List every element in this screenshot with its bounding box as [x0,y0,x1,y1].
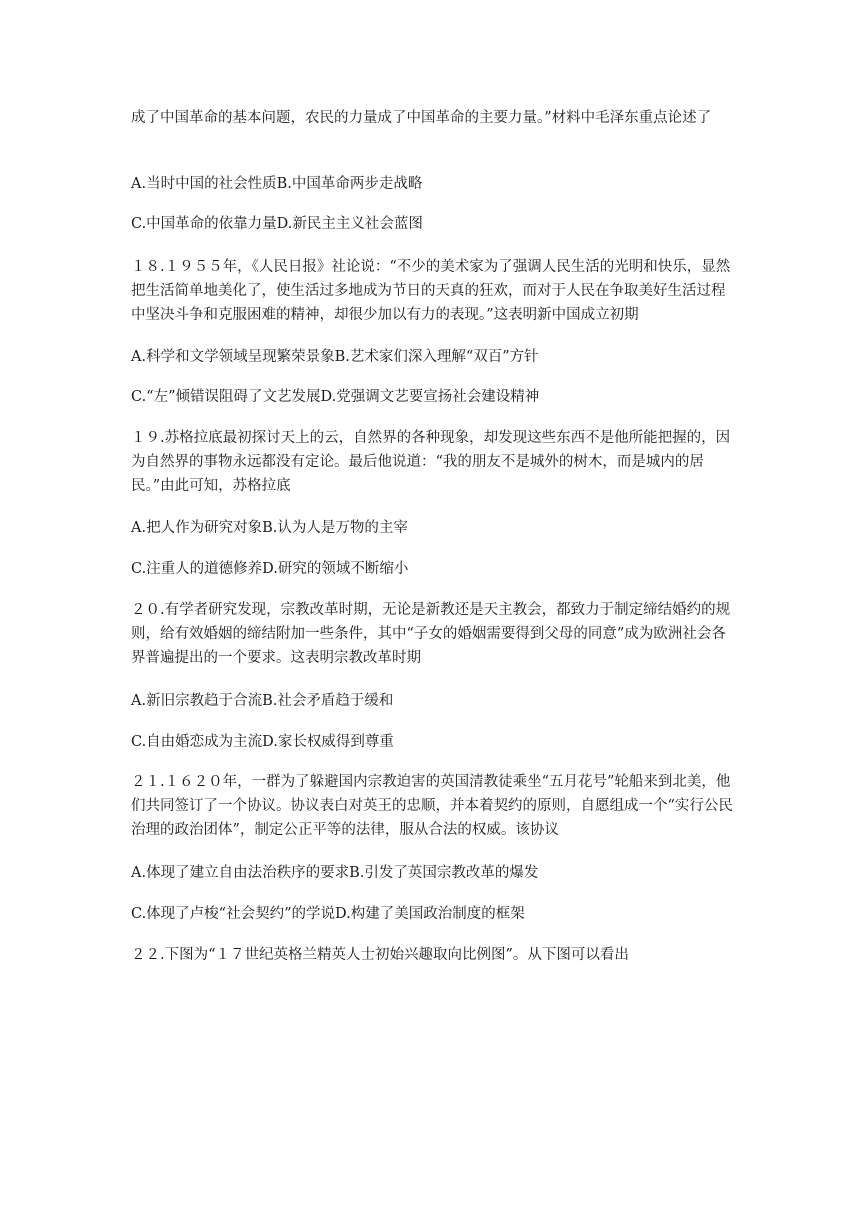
question-22-stem: ２２.下图为“１７世纪英格兰精英人士初始兴趣取向比例图”。从下图可以看出 [131,947,629,963]
question-20-options-ab: A.新旧宗教趋于合流B.社会矛盾趋于缓和 [131,693,394,709]
question-20-options-cd: C.自由婚恋成为主流D.家长权威得到尊重 [131,734,394,750]
question-18-options-ab: A.科学和文学领域呈现繁荣景象B.艺术家们深入理解“双百”方针 [131,349,539,365]
question-18-stem: １８.１９５５年，《人民日报》社论说：“不少的美术家为了强调人民生活的光明和快乐，显然把生活简单地美化了，使生活过多地成为节日的天真的狂欢，而对于人民在争取美好生活过程中坚决斗争和克服困难的精神，却很少加以有力的表现。”这表明新中国成立初期 [131,259,731,323]
question-18-options-cd: C.“左”倾错误阻碍了文艺发展D.党强调文艺要宣扬社会建设精神 [131,389,540,405]
question-21-options-cd: C.体现了卢梭“社会契约”的学说D.构建了美国政治制度的框架 [131,906,525,922]
question-17-options-cd: C.中国革命的依靠力量D.新民主主义社会蓝图 [131,216,423,232]
question-17-stem-continued: 成了中国革命的基本问题，农民的力量成了中国革命的主要力量。”材料中毛泽东重点论述了 [131,110,712,126]
question-19-stem: １９.苏格拉底最初探讨天上的云，自然界的各种现象，却发现这些东西不是他所能把握的，因为自然界的事物永远都没有定论。最后他说道：“我的朋友不是城外的树木，而是城内的居民。”由此可知，苏格拉底 [131,430,731,494]
question-21-stem: ２１.１６２０年，一群为了躲避国内宗教迫害的英国清教徒乘坐“五月花号”轮船来到北美，他们共同签订了一个协议。协议表白对英王的忠顺，并本着契约的原则，自愿组成一个“实行公民治理的政治团体”，制定公正平等的法律，服从合法的权威。该协议 [131,774,733,838]
question-17-options-ab: A.当时中国的社会性质B.中国革命两步走战略 [131,176,423,192]
question-19-options-ab: A.把人作为研究对象B.认为人是万物的主宰 [131,520,408,536]
question-19-options-cd: C.注重人的道德修养D.研究的领域不断缩小 [131,561,409,577]
question-21-options-ab: A.体现了建立自由法治秩序的要求B.引发了英国宗教改革的爆发 [131,865,539,881]
question-20-stem: ２０.有学者研究发现，宗教改革时期，无论是新教还是天主教会，都致力于制定缔结婚约的规则，给有效婚姻的缔结附加一些条件，其中“子女的婚姻需要得到父母的同意”成为欧洲社会各界普遍提出的一个要求。这表明宗教改革时期 [131,602,731,666]
